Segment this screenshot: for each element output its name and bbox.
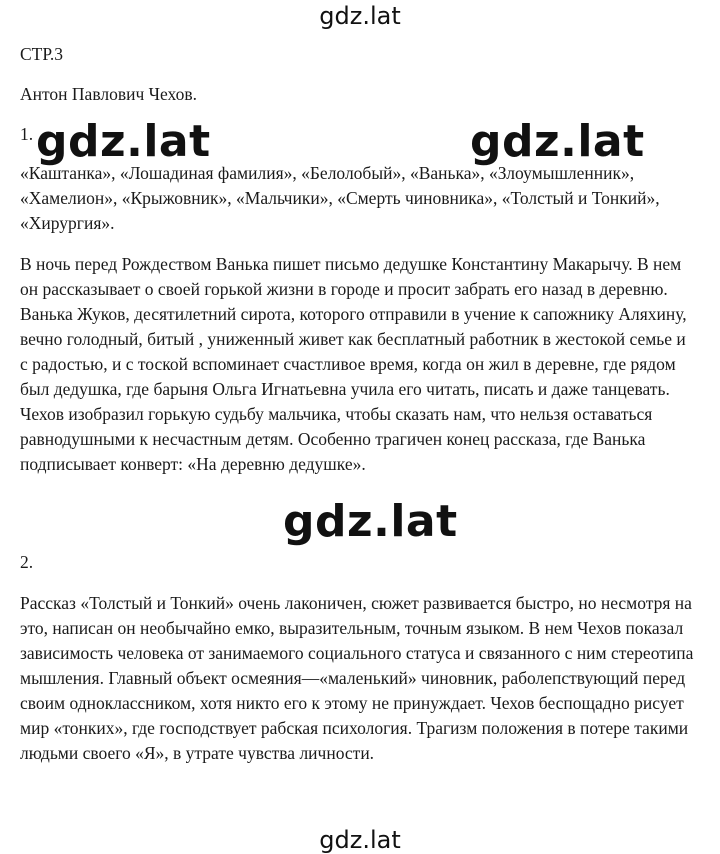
question-2-number: 2. (20, 552, 34, 572)
watermark-top: gdz.lat (319, 2, 401, 30)
author-line: Антон Павлович Чехов. (20, 84, 198, 104)
page-label: СТР.3 (20, 44, 64, 64)
answer-1-paragraph: В ночь перед Рождеством Ванька пишет письмо дедушке Константину Макарычу. В нем он рассказывает о своей горькой жизни в городе и просит забрать его назад в деревню. Ванька Жуков, десятилетний сирота, которого отправили в учение к сапожнику Аляхину, вечно голодный, битый , униженный живет как бесплатный работник в жестокой семье и с радостью, и с тоской вспоминает счастливое время, когда он жил в деревне, где рядом был дедушка, где барыня Ольга Игнатьевна учила его читать, писать и даже танцевать. Чехов изобразил горькую судьбу мальчика, чтобы сказать нам, что нельзя оставаться равнодушными к несчастным детям. Особенно трагичен конец рассказа, где Ванька подписывает конверт: «На деревню дедушке». (20, 254, 687, 474)
watermark-middle: gdz.lat (283, 496, 458, 547)
works-list: «Каштанка», «Лошадиная фамилия», «Белолобый», «Ванька», «Злоумышленник», «Хамелион», «Крыжовник», «Мальчики», «Смерть чиновника», «Толстый и Тонкий», «Хирургия». (20, 163, 660, 233)
watermark-left: gdz.lat (36, 116, 211, 167)
answer-2-paragraph: Рассказ «Толстый и Тонкий» очень лаконичен, сюжет развивается быстро, но несмотря на это, написан он необычайно емко, выразительным, точным языком. В нем Чехов показал зависимость человека от занимаемого социального статуса и связанного с ним стереотипа мышления. Главный объект осмеяния—«маленький» чиновник, раболепствующий перед своим одноклассником, хотя никто его к этому не принуждает. Чехов беспощадно рисует мир «тонких», где господствует рабская психология. Трагизм положения в потере такими людьми своего «Я», в утрате чувства личности. (20, 593, 694, 763)
watermark-bottom: gdz.lat (319, 826, 401, 854)
watermark-right: gdz.lat (470, 116, 645, 167)
question-1-number: 1. (20, 124, 34, 144)
